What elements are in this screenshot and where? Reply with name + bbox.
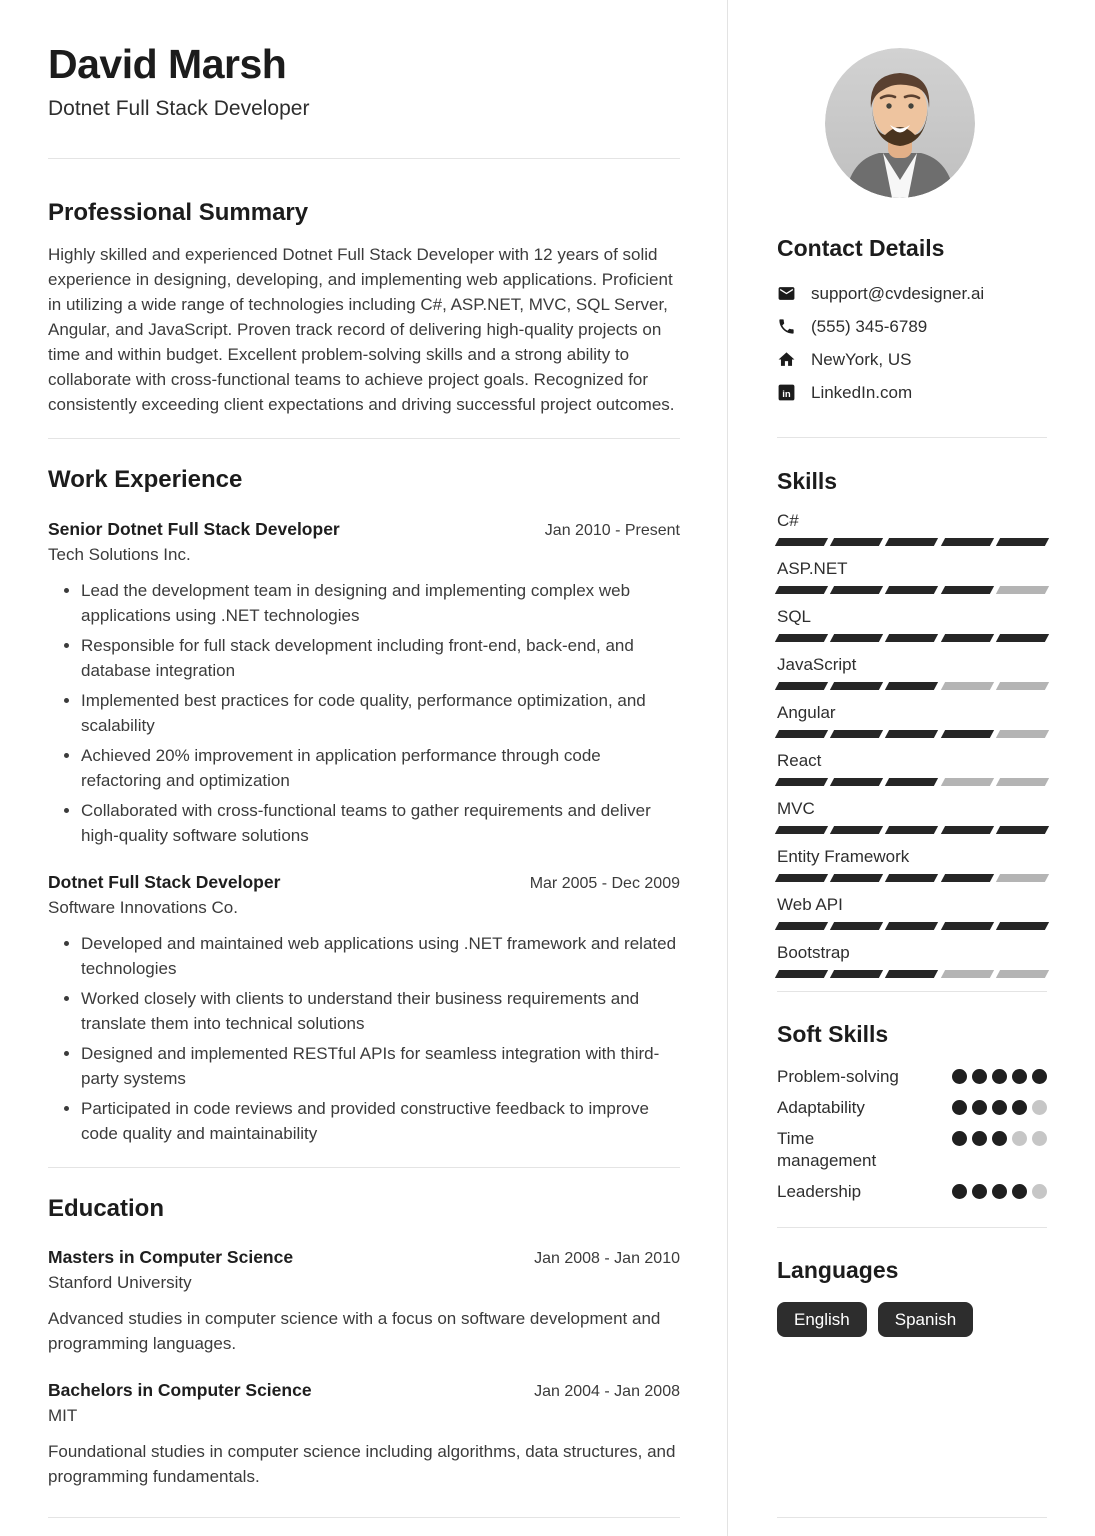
skill-bar-segment [885,634,938,642]
skill-bar-segment [885,874,938,882]
skill-name: React [777,751,822,771]
skill-item [777,606,1047,642]
skills-list [777,510,1047,978]
degree-header [48,1379,680,1402]
skill-item [777,750,1047,786]
soft-skill-dot [952,1100,967,1115]
skill-bar-segment [940,586,993,594]
skill-name: Angular [777,703,836,723]
job-bullets [48,578,680,848]
degree-header [48,1246,680,1269]
soft-skill-dots [952,1066,1047,1088]
skill-name: SQL [777,607,812,627]
skill-bar-segment [996,970,1049,978]
job-entry [48,518,680,848]
job-bullet: • Developed and maintained web applications using .NET framework and related technologies [81,931,680,981]
job-bullet: • Achieved 20% improvement in application performance through code refactoring and optimization [81,743,680,793]
skill-level-bar [777,922,1047,930]
soft-skills-list [777,1066,1047,1203]
home-icon [777,350,796,369]
soft-skill-dot [1032,1131,1047,1146]
degree-title: Bachelors in Computer Science [48,1380,312,1401]
skill-bar-segment [775,538,828,546]
skill-bar-segment [830,730,883,738]
skill-level-bar [777,970,1047,978]
degree-entry [48,1379,680,1489]
soft-skill-dot [992,1131,1007,1146]
skill-level-bar [777,778,1047,786]
skill-bar-segment [775,778,828,786]
skill-bar-segment [996,874,1049,882]
education-heading: Education [48,1194,165,1222]
skill-bar-segment [775,586,828,594]
skills-heading: Skills [777,467,838,494]
contact-item [777,283,1047,305]
skill-bar-segment [940,634,993,642]
skill-bar-segment [996,682,1049,690]
soft-skill-dots [952,1128,1047,1150]
soft-skill-dot [972,1184,987,1199]
skill-bar-segment [830,778,883,786]
soft-skill-dot [972,1069,987,1084]
divider [48,158,680,159]
soft-skill-name: Time management [777,1128,877,1170]
language-chip: Spanish [878,1302,973,1337]
skill-level-bar [777,874,1047,882]
skill-item [777,702,1047,738]
skill-level-bar [777,826,1047,834]
soft-skill-item [777,1097,1047,1119]
job-dates: Mar 2005 - Dec 2009 [529,874,680,892]
skill-bar-segment [996,778,1049,786]
skill-bar-segment [775,970,828,978]
soft-skill-dot [952,1069,967,1084]
job-title: Dotnet Full Stack Developer [48,871,281,892]
skill-bar-segment [885,730,938,738]
summary-heading: Professional Summary [48,199,309,227]
soft-skill-dot [992,1100,1007,1115]
skill-bar-segment [830,634,883,642]
job-dates: Jan 2010 - Present [544,521,680,539]
candidate-name: David Marsh [48,41,287,87]
skill-bar-segment [996,826,1049,834]
soft-skill-dot [1032,1100,1047,1115]
job-bullet: • Implemented best practices for code quality, performance optimization, and scalability [81,688,680,738]
skill-item [777,654,1047,690]
soft-skill-dot [1012,1069,1027,1084]
skill-bar-segment [830,970,883,978]
skill-level-bar [777,538,1047,546]
column-divider [727,0,728,1536]
languages-heading: Languages [777,1256,899,1283]
skill-bar-segment [830,874,883,882]
degree-entry [48,1246,680,1356]
contact-item [777,316,1047,338]
soft-skill-name: Leadership [777,1181,862,1201]
contact-text: (555) 345-6789 [811,316,928,336]
degrees-list [48,1246,680,1489]
skill-bar-segment [885,922,938,930]
skill-bar-segment [940,826,993,834]
skill-level-bar [777,682,1047,690]
soft-skill-dot [1012,1184,1027,1199]
skill-level-bar [777,730,1047,738]
sidebar [777,0,1047,1337]
skill-bar-segment [885,682,938,690]
job-entry [48,871,680,1146]
soft-skill-dot [952,1184,967,1199]
skill-bar-segment [885,586,938,594]
skill-bar-segment [996,538,1049,546]
skill-level-bar [777,634,1047,642]
profile-photo [825,48,975,198]
skill-bar-segment [830,538,883,546]
skill-name: Bootstrap [777,943,850,963]
summary-text: Highly skilled and experienced Dotnet Full Stack Developer with 12 years of solid experience in designing, developing, and implementing web applications. Proficient in utilizing a wide range of technologies including C#, ASP.NET, MVC, SQL Server, Angular, and JavaScript. Proven track record of delivering high-quality projects on time and within budget. Excellent problem-solving skills and a strong ability to collaborate with cross-functional teams to achieve project goals. Recognized for consistently exceeding client expectations and driving successful project outcomes. [48,245,675,415]
soft-skill-dot [1032,1184,1047,1199]
contact-heading: Contact Details [777,235,945,261]
contact-item [777,349,1047,371]
skill-name: Web API [777,895,843,915]
skill-bar-segment [996,634,1049,642]
divider [48,438,680,439]
degree-school: MIT [48,1406,78,1426]
job-bullet: • Designed and implemented RESTful APIs for seamless integration with third-party systems [81,1041,680,1091]
jobs-list [48,518,680,1146]
soft-skill-dot [972,1131,987,1146]
skill-bar-segment [775,874,828,882]
language-chip: English [777,1302,867,1337]
soft-skill-name: Adaptability [777,1097,865,1117]
job-bullet: • Participated in code reviews and provided constructive feedback to improve code quality and maintainability [81,1096,680,1146]
soft-skill-dot [1012,1131,1027,1146]
soft-skill-item [777,1066,1047,1088]
avatar-illustration [825,48,975,198]
skill-item [777,846,1047,882]
skill-item [777,558,1047,594]
degree-description: Foundational studies in computer science including algorithms, data structures, and programming fundamentals. [48,1442,676,1487]
degree-title: Masters in Computer Science [48,1247,294,1268]
skill-bar-segment [940,730,993,738]
degree-dates: Jan 2008 - Jan 2010 [534,1250,680,1268]
contact-list [777,283,1047,404]
soft-skill-dot [1012,1100,1027,1115]
contact-text: NewYork, US [811,349,912,369]
skill-bar-segment [830,682,883,690]
job-bullet: • Collaborated with cross-functional teams to gather requirements and deliver high-quality software solutions [81,798,680,848]
job-bullet: • Lead the development team in designing and implementing complex web applications using .NET technologies [81,578,680,628]
skill-bar-segment [996,730,1049,738]
soft-skills-heading: Soft Skills [777,1021,889,1048]
contact-text: LinkedIn.com [811,382,913,402]
skill-bar-segment [830,922,883,930]
job-company: Tech Solutions Inc. [48,544,191,564]
contact-item [777,382,1047,404]
work-experience-heading: Work Experience [48,466,243,494]
skill-bar-segment [996,922,1049,930]
soft-skill-dot [1032,1069,1047,1084]
skill-bar-segment [996,586,1049,594]
job-bullets [48,931,680,1146]
soft-skill-item [777,1128,1047,1172]
candidate-title: Dotnet Full Stack Developer [48,97,310,121]
skill-bar-segment [775,826,828,834]
job-header [48,871,680,894]
contact-text: support@cvdesigner.ai [811,283,985,303]
skill-bar-segment [775,682,828,690]
soft-skill-dot [972,1100,987,1115]
soft-skill-dot [992,1184,1007,1199]
skill-bar-segment [885,970,938,978]
divider [777,437,1047,438]
divider [777,991,1047,992]
skill-bar-segment [775,634,828,642]
job-title: Senior Dotnet Full Stack Developer [48,518,340,539]
skill-name: MVC [777,799,815,819]
languages-list [777,1302,1047,1337]
soft-skill-item [777,1181,1047,1203]
skill-bar-segment [940,682,993,690]
divider [777,1517,1047,1518]
email-icon [777,284,796,303]
skill-bar-segment [940,874,993,882]
skill-bar-segment [775,922,828,930]
divider [48,1167,680,1168]
skill-name: ASP.NET [777,559,848,579]
skill-bar-segment [830,586,883,594]
skill-name: C# [777,511,799,531]
job-bullet: • Worked closely with clients to understand their business requirements and translate them into technical solutions [81,986,680,1036]
skill-bar-segment [940,538,993,546]
skill-item [777,942,1047,978]
skill-bar-segment [940,970,993,978]
job-header [48,518,680,541]
skill-level-bar [777,586,1047,594]
soft-skill-name: Problem-solving [777,1066,899,1086]
soft-skill-dot [992,1069,1007,1084]
soft-skill-dots [952,1097,1047,1119]
degree-dates: Jan 2004 - Jan 2008 [534,1383,680,1401]
skill-bar-segment [885,538,938,546]
skill-bar-segment [885,778,938,786]
skill-bar-segment [830,826,883,834]
skill-bar-segment [940,778,993,786]
svg-text:in: in [782,388,791,400]
skill-name: Entity Framework [777,847,910,867]
divider [48,1517,680,1518]
job-bullet: • Responsible for full stack development including front-end, back-end, and database integration [81,633,680,683]
phone-icon [777,317,796,336]
soft-skill-dots [952,1181,1047,1203]
skill-item [777,510,1047,546]
skill-bar-segment [885,826,938,834]
skill-item [777,798,1047,834]
degree-description: Advanced studies in computer science with a focus on software development and programming languages. [48,1309,661,1354]
skill-item [777,894,1047,930]
linkedin-icon [777,383,796,402]
skill-bar-segment [940,922,993,930]
main-column [48,0,680,1489]
soft-skill-dot [952,1131,967,1146]
skill-name: JavaScript [777,655,857,675]
skill-bar-segment [775,730,828,738]
divider [777,1227,1047,1228]
job-company: Software Innovations Co. [48,897,238,917]
degree-school: Stanford University [48,1273,192,1293]
